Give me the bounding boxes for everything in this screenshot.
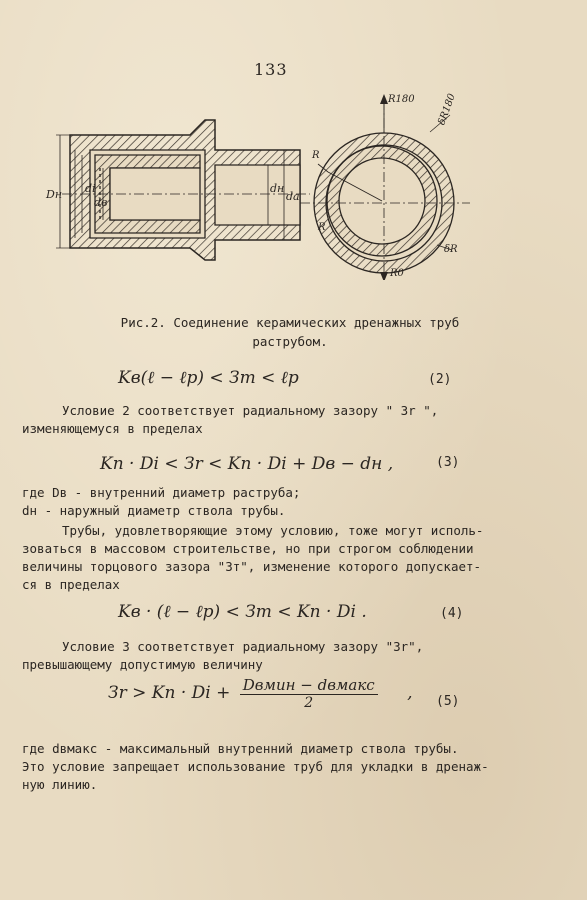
equation-4-number: (4): [440, 606, 464, 621]
equation-5-numerator: Dвмин − dвмакс: [240, 676, 378, 695]
equation-5-number: (5): [436, 694, 460, 709]
equation-5-denominator: 2: [304, 695, 314, 711]
equation-5: [108, 676, 413, 711]
equation-3-number: (3): [436, 455, 460, 470]
p1-line-1: Условие 2 соответствует радиальному зазору " Зr ",: [62, 403, 439, 418]
pipe-joint-figure: [0, 80, 587, 280]
p2-line-3: величины торцового зазора "Зт", изменение которого допускает-: [22, 559, 482, 574]
where1-line-2: dн - наружный диаметр ствола трубы.: [22, 503, 286, 518]
where1-line-1: где Dв - внутренний диаметр раструба;: [22, 485, 301, 500]
label-R0: R0: [390, 268, 404, 279]
p2-line-2: зоваться в массовом строительстве, но при строгом соблюдении: [22, 541, 474, 556]
equation-4: Kв · (ℓ − ℓр) < Зт < Kп · Di .: [118, 602, 367, 622]
where2-line-3: ную линию.: [22, 777, 98, 792]
label-R180: R180: [388, 94, 415, 105]
p3-line-1: Условие 3 соответствует радиальному зазору "Зr",: [62, 639, 424, 654]
equation-5-fraction: [240, 676, 378, 711]
equation-5-tail: ,: [407, 683, 413, 703]
label-dn: dн: [270, 182, 285, 195]
figure-caption: [110, 313, 470, 351]
label-Dn: Dн: [46, 188, 63, 201]
p1-line-2: изменяющемуся в пределах: [22, 421, 203, 436]
label-dv: dв: [94, 196, 108, 209]
label-dR180: δR180: [436, 92, 458, 127]
where2-line-1: где dвмакс - максимальный внутренний диаметр ствола трубы.: [22, 741, 459, 756]
caption-line-1: Рис.2. Соединение керамических дренажных труб: [120, 315, 460, 330]
label-dR: δR: [444, 244, 458, 255]
label-R: R: [318, 222, 326, 233]
label-da: dа: [286, 190, 300, 203]
equation-2-number: (2): [428, 372, 452, 387]
label-di: di: [85, 182, 96, 195]
label-Rl: R: [312, 150, 320, 161]
equation-3: Kп · Di < Зr < Kп · Di + Dв − dн ,: [100, 454, 394, 474]
p2-line-1: Трубы, удовлетворяющие этому условию, тоже могут исполь-: [62, 523, 484, 538]
p3-line-2: превышающему допустимую величину: [22, 657, 263, 672]
caption-line-2: раструбом.: [252, 334, 328, 349]
p2-line-4: ся в пределах: [22, 577, 120, 592]
equation-5-lhs: Зr > Kп · Di +: [108, 683, 231, 703]
page-number: 133: [254, 60, 288, 79]
equation-2: Kв(ℓ − ℓр) < Зт < ℓр: [118, 368, 299, 388]
where2-line-2: Это условие запрещает использование труб для укладки в дренаж-: [22, 759, 489, 774]
